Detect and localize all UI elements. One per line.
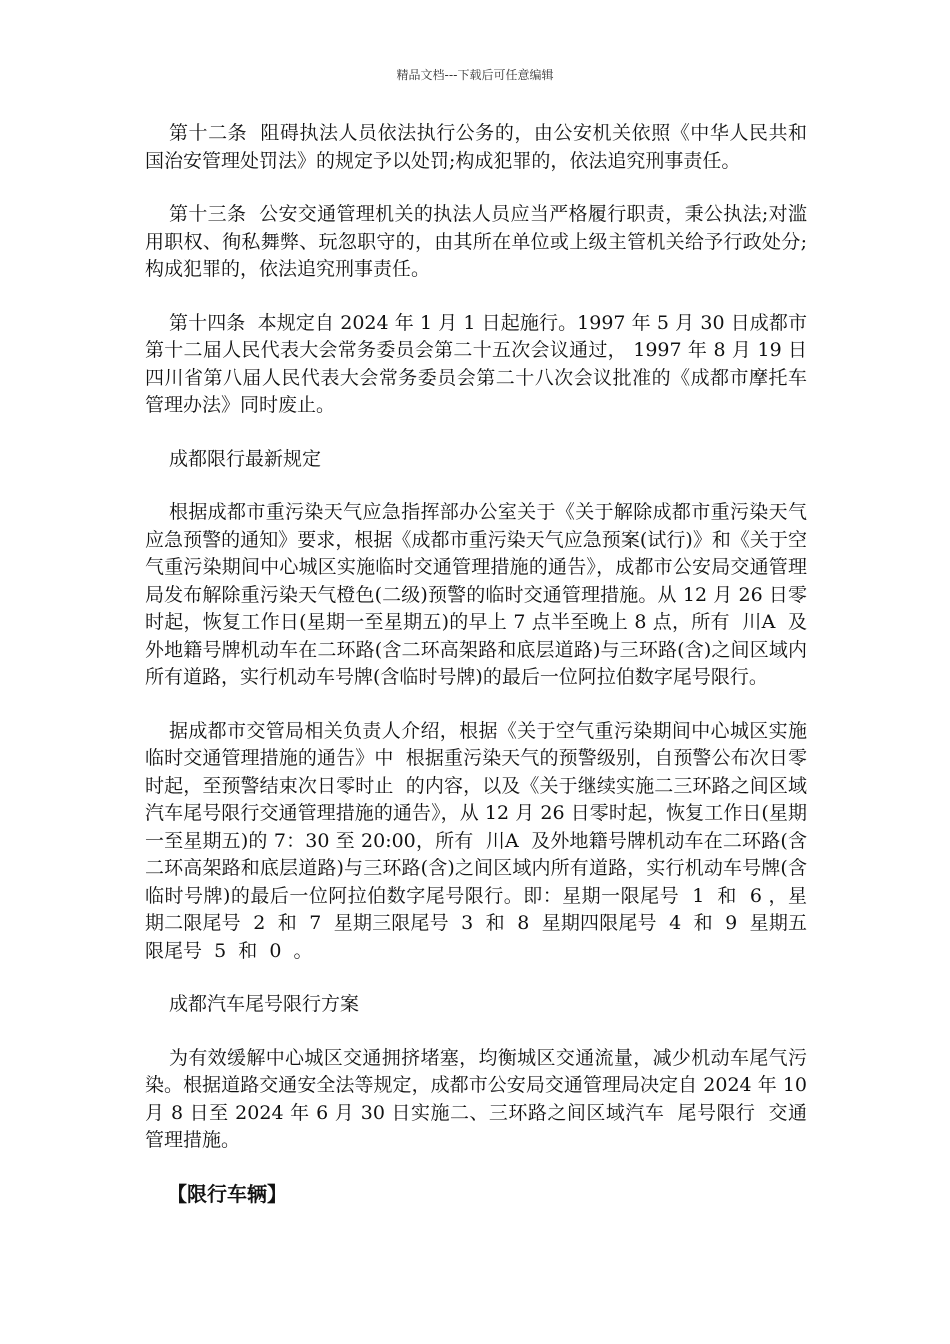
- article-14-paragraph: 第十四条 本规定自 2024 年 1 月 1 日起施行。1997 年 5 月 30 日成都市第十二届人民代表大会常务委员会第二十五次会议通过， 1997 年 8 月 19 日四川省第八届人民代表大会常务委员会第二十八次会议批准的《成都市摩托车管理办法》同时废止。: [145, 311, 807, 416]
- official-explanation-paragraph: 据成都市交管局相关负责人介绍，根据《关于空气重污染期间中心城区实施临时交通管理措施的通告》中 根据重污染天气的预警级别，自预警公布次日零时起，至预警结束次日零时止 的内容，以及《关于继续实施二三环路之间区域汽车尾号限行交通管理措施的通告》，从 12 月 26 日零时起，恢复工作日(星期一至星期五)的 7：30 至 20:00，所有 川A 及外地籍号牌机动车在二环路(含二环高架路和底层道路)与三环路(含)之间区域内所有道路，实行机动车号牌(含临时号牌)的最后一位阿拉伯数字尾号限行。即：星期一限尾号 1 和 6 ，星期二限尾号 2 和 7 星期三限尾号 3 和 8 星期四限尾号 4 和 9 星期五限尾号 5 和 0 。: [145, 719, 807, 962]
- section-heading-plan: 成都汽车尾号限行方案: [169, 993, 360, 1015]
- section-heading-restricted-vehicles: 【限行车辆】: [167, 1181, 287, 1206]
- article-12-paragraph: 第十二条 阻碍执法人员依法执行公务的，由公安机关依照《中华人民共和国治安管理处罚法》的规定予以处罚;构成犯罪的，依法追究刑事责任。: [145, 122, 807, 172]
- section-heading-latest-rules: 成都限行最新规定: [169, 447, 322, 470]
- notice-paragraph: 根据成都市重污染天气应急指挥部办公室关于《关于解除成都市重污染天气应急预警的通知》要求，根据《成都市重污染天气应急预案(试行)》和《关于空气重污染期间中心城区实施临时交通管理措施的通告》，成都市公安局交通管理局发布解除重污染天气橙色(二级)预警的临时交通管理措施。从 12 月 26 日零时起，恢复工作日(星期一至星期五)的早上 7 点半至晚上 8 点，所有 川A 及外地籍号牌机动车在二环路(含二环高架路和底层道路)与三环路(含)之间区域内所有道路，实行机动车号牌(含临时号牌)的最后一位阿拉伯数字尾号限行。: [145, 501, 807, 688]
- document-body: [145, 120, 814, 1208]
- plan-paragraph: 为有效缓解中心城区交通拥挤堵塞，均衡城区交通流量，减少机动车尾气污染。根据道路交通安全法等规定，成都市公安局交通管理局决定自 2024 年 10 月 8 日至 2024 年 6 月 30 日实施二、三环路之间区域汽车 尾号限行 交通管理措施。: [145, 1046, 814, 1151]
- page-header: 精品文档---下载后可任意编辑: [396, 68, 554, 82]
- article-13-paragraph: 第十三条 公安交通管理机关的执法人员应当严格履行职责，秉公执法;对滥用职权、徇私舞弊、玩忽职守的，由其所在单位或上级主管机关给予行政处分;构成犯罪的，依法追究刑事责任。: [145, 203, 807, 280]
